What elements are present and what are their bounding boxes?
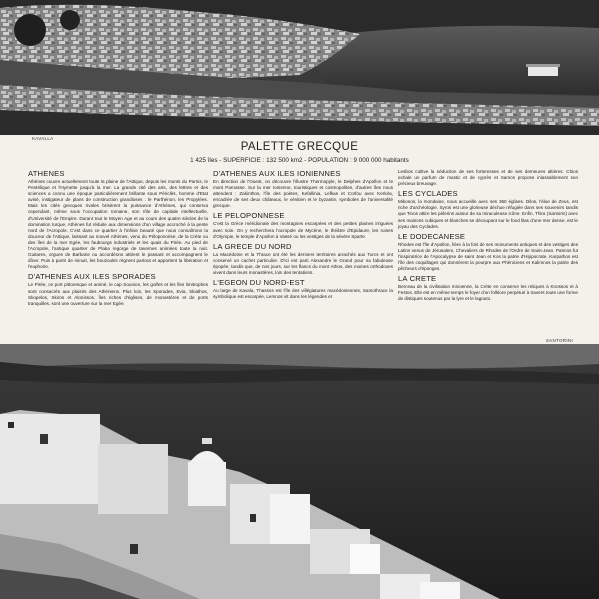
section-ioniennes	[213, 169, 393, 209]
section-body: La Macédoine et la Thrace ont été les derniers territoires arrachés aux Turcs et ont conservé un cachet particulier. D'ici est parti Alexandre le Grand pour sa fabuleuse épopée, tandis que, de nos jours, sur les flancs du mont Athos, des moines orthodoxes vivent dans leurs monastères, loin des tentations.	[213, 251, 393, 276]
section-body: Lesbos cultive la séduction de ses forteresses et de ses demeures altières. Chios exhale un parfum de mastic et de cyprès et Samos propose inlassablement son précieux breuvage.	[398, 169, 578, 187]
section-cyclades	[398, 189, 578, 229]
section-body: En direction de l'Ouest, on découvre l'illustre Thermopyle, le Delphes d'Apollon et le mont Parnasse. Sur la mer Ionienne, touristiques et cosmopolites, d'autres îles nous attendent : Zakinthos, l'île des poètes, Kefallinia, Lefkas et Corfou avec Kerkira, encadrée de ses deux châteaux, le vénitien et le byzantin, symboles de l'universalité grecque.	[213, 179, 393, 209]
section-heading: LE DODECANESE	[398, 231, 466, 241]
section-grece-du-nord	[213, 242, 393, 276]
section-body: Le Pirée, ce port pittoresque et animé, le cap Sounion, les golfes et les îles limitrophes sont consacrés aux plaisirs des Athéniens. Plus loin, les Sporades, Evia, Skiathos, Skopelos, Skiros et Alonissos, îles riches d'églises, de monastères et de ports tranquilles, sont une ouverture sur la mer Egée.	[28, 282, 208, 306]
section-body: Berceau de la civilisation minoenne, la Crète en conserve les reliques à Knossos et à Festos. Elle est en même temps le foyer d'un folklore perpétué à travers toute une forme de distiques soutenus par la lyre et le lagouto.	[398, 284, 578, 302]
section-heading: D'ATHENES AUX ILES IONIENNES	[213, 169, 341, 178]
section-heading: LE PELOPONNESE	[213, 211, 285, 221]
section-athenes	[28, 169, 208, 270]
section-heading: ATHENES	[28, 169, 65, 178]
column-2	[213, 169, 393, 302]
column-3	[398, 169, 578, 305]
santorini-photo	[0, 344, 599, 599]
section-body: Athènes couvre actuellement toute la plaine de l'Attique, depuis les monts du Parnis, le Pentélique et l'Hymette jusqu'à la mer. La grande cité des arts, des lettres et des sciences a connu une époque particulièrement brillante sous Périclès, homme d'Etat avisé, instigateur de plans de construction grandioses : le Parthénon, les Propylées. Mais les cités grecques rivales brisèrent la puissance d'Athènes, qui conserva cependant, même sous l'occupation romaine, son rôle de capitale intellectuelle, d'Université de l'Empire. Durant tout le Moyen Age et au cours des quatre siècles de la domination turque, Athènes fut réduite aux dimensions d'un village accroché à la pente nord de l'Acropole. C'est dans ce quartier à l'infinie beauté que nous connaîtrons la douceur de l'Attique, laissant au nouvel Athènes, venu du Péloponnèse, de la Crète ou des îles de la mer Egée, les faubourgs industriels et les quais du Pirée. Au pied de l'Acropole, l'antique quartier de Plaka regorge de tavernes animées toute la nuit. Guitares, orgues de Barbarie ou accordéons attirent le passant et accompagnent le dîner. Puis à partir de minuit, les bouzoukis règnent partout et apportent la libération et l'euphorie.	[28, 179, 208, 270]
page-subtitle: 1 425 îles - SUPERFICIE : 132 500 km2 - POPULATION : 9 000 000 habitants	[190, 157, 409, 164]
section-dodecanese	[398, 232, 578, 272]
section-heading: D'ATHENES AUX ILES SPORADES	[28, 272, 156, 282]
section-crete	[398, 274, 578, 302]
section-heading: L'EGEON DU NORD-EST	[213, 278, 305, 288]
bottom-photo-caption: SANTORINI	[545, 338, 573, 343]
section-egeon-continued	[398, 169, 578, 187]
text-panel	[0, 135, 599, 344]
section-body: Rhodes est l'île d'Apollon, fière à la fois de ses monuments antiques et des vestiges des Latins venus de Jérusalem, Chevaliers de Rhodes de l'Ordre de Saint-Jean. Patmos fut l'inspiratrice de l'Apocalypse de saint Jean et Kos la patrie d'Hippocrate. Karpathos est l'île des coquillages qui donnèrent la pourpre aux Phéniciens et Kalimnos la patrie des pêcheurs d'éponges.	[398, 241, 578, 272]
column-1	[28, 169, 208, 309]
top-photo-caption: KAVALLA	[32, 136, 54, 141]
page-title: PALETTE GRECQUE	[240, 141, 359, 153]
section-peloponnese	[213, 211, 393, 239]
section-heading: LA CRETE	[398, 274, 437, 284]
section-body: Au large de Kavala, Thassos est l'île des villégiatures macédoniennes, Samothrace la symbolique est escarpée, Lemnos vit dans les légendes et	[213, 288, 393, 300]
section-body: C'est la Grèce méridionale des montagnes escarpées et des petites plaines irriguées avec soin. On y rechercherа l'acropole de Mycène, le théâtre d'Epidaure, les ruines d'Olympie, le temple d'Apollon à Vassé ou les vestiges de la sévère Sparte.	[213, 221, 393, 239]
kavalla-photo	[0, 0, 599, 135]
section-body: Mikonos, la mondaine, nous accueille avec ses 360 églises. Dilos, l'élue de Zeus, est riche d'archéologie. Syros est une glorieuse déchue réfugiée dans ses souvenirs tandis que Tinos attire les pèlerins autour de sa miraculeuse icône. Enfin, Thira (Santorin) avec ses maisons cubiques et blanches se découpant sur le fond lilas d'une mer dense, est le joyau des Cyclades.	[398, 199, 578, 229]
section-sporades	[28, 272, 208, 306]
section-heading: LES CYCLADES	[398, 189, 458, 199]
section-egeon	[213, 278, 393, 300]
section-heading: LA GRECE DU NORD	[213, 241, 292, 251]
